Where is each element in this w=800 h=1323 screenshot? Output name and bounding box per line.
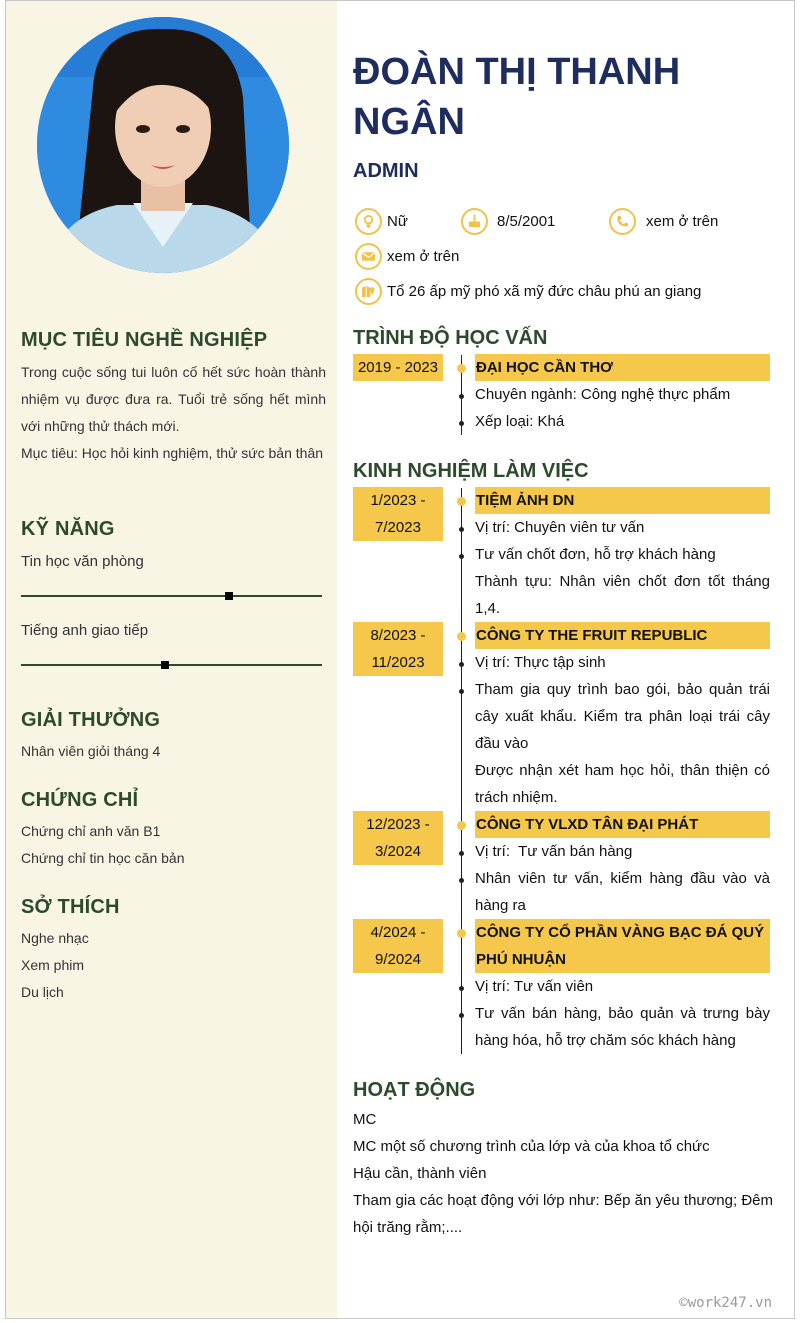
cv-page xyxy=(5,0,795,1319)
skill-level-bar xyxy=(21,595,322,597)
job-date-to: 3/2024 xyxy=(375,843,421,860)
objective-goal: Mục tiêu: Học hỏi kinh nghiệm, thử sức bản thân xyxy=(21,445,324,461)
education-major: Chuyên ngành: Công nghệ thực phẩm xyxy=(475,386,731,403)
job-description: Tham gia quy trình bao gói, bảo quản trái cây xuất khẩu. Kiểm tra phân loại trái cây đầu vào xyxy=(475,681,770,752)
education-title: TRÌNH ĐỘ HỌC VẤN xyxy=(353,327,548,349)
bullet-dot xyxy=(459,527,464,532)
bullet-dot xyxy=(459,421,464,426)
gender-text: Nữ xyxy=(387,213,408,230)
job-achievement: Thành tựu: Nhân viên chốt đơn tốt tháng 1,4. xyxy=(475,573,770,617)
certificate-item: Chứng chỉ tin học căn bản xyxy=(21,850,185,866)
profile-photo xyxy=(37,17,289,273)
job-date-from: 8/2023 - xyxy=(370,627,426,644)
bullet-dot xyxy=(459,689,464,694)
job-date-from: 12/2023 - xyxy=(366,816,430,833)
job-position: Vị trí: Thực tập sinh xyxy=(475,654,606,671)
timeline-dot xyxy=(457,929,466,938)
job-date-from: 4/2024 - xyxy=(370,924,426,941)
job-achievement: Được nhận xét ham học hỏi, thân thiện có trách nhiệm. xyxy=(475,762,770,806)
skill-label: Tiếng anh giao tiếp xyxy=(21,622,149,639)
sidebar xyxy=(6,1,337,1318)
skill-level-bar xyxy=(21,664,322,666)
bullet-dot xyxy=(459,394,464,399)
objective-text: Trong cuộc sống tui luôn cố hết sức hoàn thành nhiệm vụ được đưa ra. Tuổi trẻ sống hết mình với những thử thách mới. xyxy=(21,364,326,434)
awards-title: GIẢI THƯỞNG xyxy=(21,709,161,731)
activity-item: MC xyxy=(353,1111,377,1128)
timeline-dot xyxy=(457,821,466,830)
experience-timeline-line xyxy=(461,488,462,1054)
objective-title: MỤC TIÊU NGHỀ NGHIỆP xyxy=(21,329,268,351)
job-position: Vị trí: Tư vấn bán hàng xyxy=(475,843,633,860)
award-item: Nhân viên giỏi tháng 4 xyxy=(21,743,161,759)
job-description: Nhân viên tư vấn, kiểm hàng đầu vào và hàng ra xyxy=(475,870,770,914)
bullet-dot xyxy=(459,851,464,856)
school-name: ĐẠI HỌC CẦN THƠ xyxy=(475,354,770,381)
timeline-dot xyxy=(457,632,466,641)
education-grade: Xếp loại: Khá xyxy=(475,413,565,430)
job-date xyxy=(353,811,443,865)
job-title: ADMIN xyxy=(353,160,419,182)
company-name: CÔNG TY VLXD TÂN ĐẠI PHÁT xyxy=(475,811,770,838)
profile-photo-illustration xyxy=(37,17,289,273)
skills-title: KỸ NĂNG xyxy=(21,518,115,540)
phone-icon xyxy=(609,208,636,235)
hobby-item: Xem phim xyxy=(21,957,85,973)
bullet-dot xyxy=(459,986,464,991)
gender-icon xyxy=(355,208,382,235)
skill-label: Tin học văn phòng xyxy=(21,553,144,570)
company-name: CÔNG TY THE FRUIT REPUBLIC xyxy=(475,622,770,649)
timeline-dot xyxy=(457,497,466,506)
job-date xyxy=(353,919,443,973)
job-date xyxy=(353,622,443,676)
email-text: xem ở trên xyxy=(387,248,460,265)
skill-level-marker xyxy=(161,661,169,669)
skill-level-marker xyxy=(225,592,233,600)
job-description: Tư vấn bán hàng, bảo quản và trưng bày hàng hóa, hỗ trợ chăm sóc khách hàng xyxy=(475,1005,770,1049)
certificate-item: Chứng chỉ anh văn B1 xyxy=(21,823,161,839)
bullet-dot xyxy=(459,662,464,667)
address-text: Tổ 26 ấp mỹ phó xã mỹ đức châu phú an giang xyxy=(387,283,702,300)
activity-item: Tham gia các hoạt động với lớp như: Bếp ăn yêu thương; Đêm hội trăng rằm;.... xyxy=(353,1192,773,1236)
job-date-to: 11/2023 xyxy=(371,654,425,671)
birthday-text: 8/5/2001 xyxy=(497,213,556,230)
hobby-item: Du lịch xyxy=(21,984,64,1000)
address-info xyxy=(355,278,701,305)
hobbies-title: SỞ THÍCH xyxy=(21,896,120,918)
job-position: Vị trí: Chuyên viên tư vấn xyxy=(475,519,645,536)
job-date-from: 1/2023 - xyxy=(370,492,426,509)
full-name: ĐOÀN THỊ THANH NGÂN xyxy=(353,51,681,143)
bullet-dot xyxy=(459,1013,464,1018)
phone-text: xem ở trên xyxy=(646,213,719,230)
watermark: ©work247.vn xyxy=(679,1295,772,1311)
company-name: TIỆM ẢNH DN xyxy=(475,487,770,514)
job-description: Tư vấn chốt đơn, hỗ trợ khách hàng xyxy=(475,546,716,563)
gender-info xyxy=(355,208,408,235)
job-date-to: 9/2024 xyxy=(375,951,421,968)
timeline-dot xyxy=(457,364,466,373)
hobby-item: Nghe nhạc xyxy=(21,930,89,946)
activities-title: HOẠT ĐỘNG xyxy=(353,1079,476,1101)
email-info xyxy=(355,243,459,270)
map-pin-icon xyxy=(355,278,382,305)
cake-icon xyxy=(461,208,488,235)
company-name: CÔNG TY CỔ PHẦN VÀNG BẠC ĐÁ QUÝ PHÚ NHUẬN xyxy=(475,919,770,973)
birthday-info xyxy=(461,208,555,235)
bullet-dot xyxy=(459,554,464,559)
education-date: 2019 - 2023 xyxy=(353,354,443,381)
job-date-to: 7/2023 xyxy=(375,519,421,536)
experience-title: KINH NGHIỆM LÀM VIỆC xyxy=(353,460,589,482)
certificates-title: CHỨNG CHỈ xyxy=(21,789,139,811)
job-date xyxy=(353,487,443,541)
activity-item: Hậu cần, thành viên xyxy=(353,1165,487,1182)
activity-item: MC một số chương trình của lớp và của khoa tổ chức xyxy=(353,1138,710,1155)
envelope-icon xyxy=(355,243,382,270)
bullet-dot xyxy=(459,878,464,883)
job-position: Vị trí: Tư vấn viên xyxy=(475,978,594,995)
phone-info xyxy=(609,208,718,235)
